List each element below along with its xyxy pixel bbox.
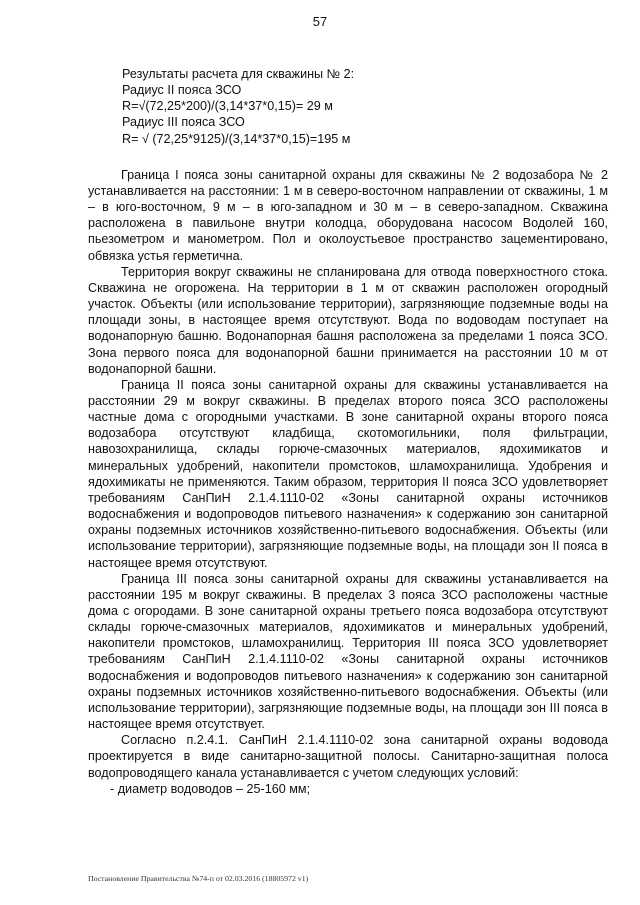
radius-2-title: Радиус II пояса ЗСО xyxy=(122,83,242,98)
footer-note: Постановление Правительства №74-п от 02.03.2016 (18805972 v1) xyxy=(88,874,309,883)
paragraph-water-pipe: Согласно п.2.4.1. СанПиН 2.1.4.1110-02 зона санитарной охраны водовода проектируется в виде санитарно-защитной полосы. Санитарно-защитная полоса водопроводящего канала устанавливается с учетом следующих условий: xyxy=(88,733,608,780)
radius-3-title: Радиус III пояса ЗСО xyxy=(122,115,245,130)
radius-3-formula: R= √ (72,25*9125)/(3,14*37*0,15)=195 м xyxy=(122,131,351,146)
paragraph-territory: Территория вокруг скважины не спланирована для отвода поверхностного стока. Скважина не огорожена. На территории в 1 м от скважин расположен огородный участок. Объекты (или использование территории), загрязняющие подземные воды на площади зоны, в настоящее время отсутствуют. Вода по водоводам поступает на водонапорную башню. Водонапорная башня расположена за пределами 1 пояса ЗСО. Зона первого пояса для водонапорной башни принимается на расстоянии 10 м от водонапорной башни. xyxy=(88,264,608,376)
radius-2-formula: R=√(72,25*200)/(3,14*37*0,15)= 29 м xyxy=(122,99,333,114)
calculation-results xyxy=(122,66,608,147)
paragraph-zone-2: Граница II пояса зоны санитарной охраны для скважины устанавливается на расстоянии 29 м вокруг скважины. В пределах второго пояса ЗСО расположены частные дома с огородными участками. В зоне санитарной охраны второго пояса водозабора отсутствуют кладбища, скотомогильники, поля фильтрации, навозохранилища, склады горюче-смазочных материалов, ядохимикатов и минеральных удобрений, накопители промстоков, шламохранилища. Удобрения и ядохимикаты не применяются. Таким образом, территория II пояса ЗСО удовлетворяет требованиям СанПиН 2.1.4.1110-02 «Зоны санитарной охраны источников водоснабжения и водопроводов питьевого назначения» к содержанию зон санитарной охраны подземных источников хозяйственно-питьевого водоснабжения. Объекты (или использование территории), загрязняющие подземные воды, на площади зон II пояса в настоящее время отсутствуют. xyxy=(88,377,608,570)
paragraph-zone-1: Граница I пояса зоны санитарной охраны для скважины № 2 водозабора № 2 устанавливается на расстоянии: 1 м в северо-восточном направлении от скважины, 1 м – в юго-восточном, 9 м – в юго-западном и 30 м – в северо-западном. Скважина расположена в павильоне внутри колодца, оборудована насосом Водолей 160, пьезометром и манометром. Пол и околоустьевое пространство зацементировано, обвязка устья герметична. xyxy=(88,167,608,263)
calc-heading: Результаты расчета для скважины № 2: xyxy=(122,67,355,81)
list-item-pipe-diameter: - диаметр водоводов – 25-160 мм; xyxy=(110,781,311,796)
paragraph-zone-3: Граница III пояса зоны санитарной охраны для скважины устанавливается на расстоянии 195 м вокруг скважины. В пределах 3 пояса ЗСО расположены частные дома с огородами. В зоне санитарной охраны третьего пояса водозабора отсутствуют склады горюче-смазочных материалов, ядохимикатов и минеральных удобрений, накопители промстоков, шламохранилищ. Территория III пояса ЗСО удовлетворяет требованиям СанПиН 2.1.4.1110-02 «Зоны санитарной охраны источников водоснабжения и водопроводов питьевого назначения» к содержанию зон санитарной охраны подземных источников хозяйственно-питьевого водоснабжения. Объекты (или использование территории), загрязняющие подземные воды, на площади зон III пояса в настоящее время отсутствует. xyxy=(88,571,608,732)
document-body xyxy=(88,66,608,797)
page-number: 57 xyxy=(312,14,328,29)
